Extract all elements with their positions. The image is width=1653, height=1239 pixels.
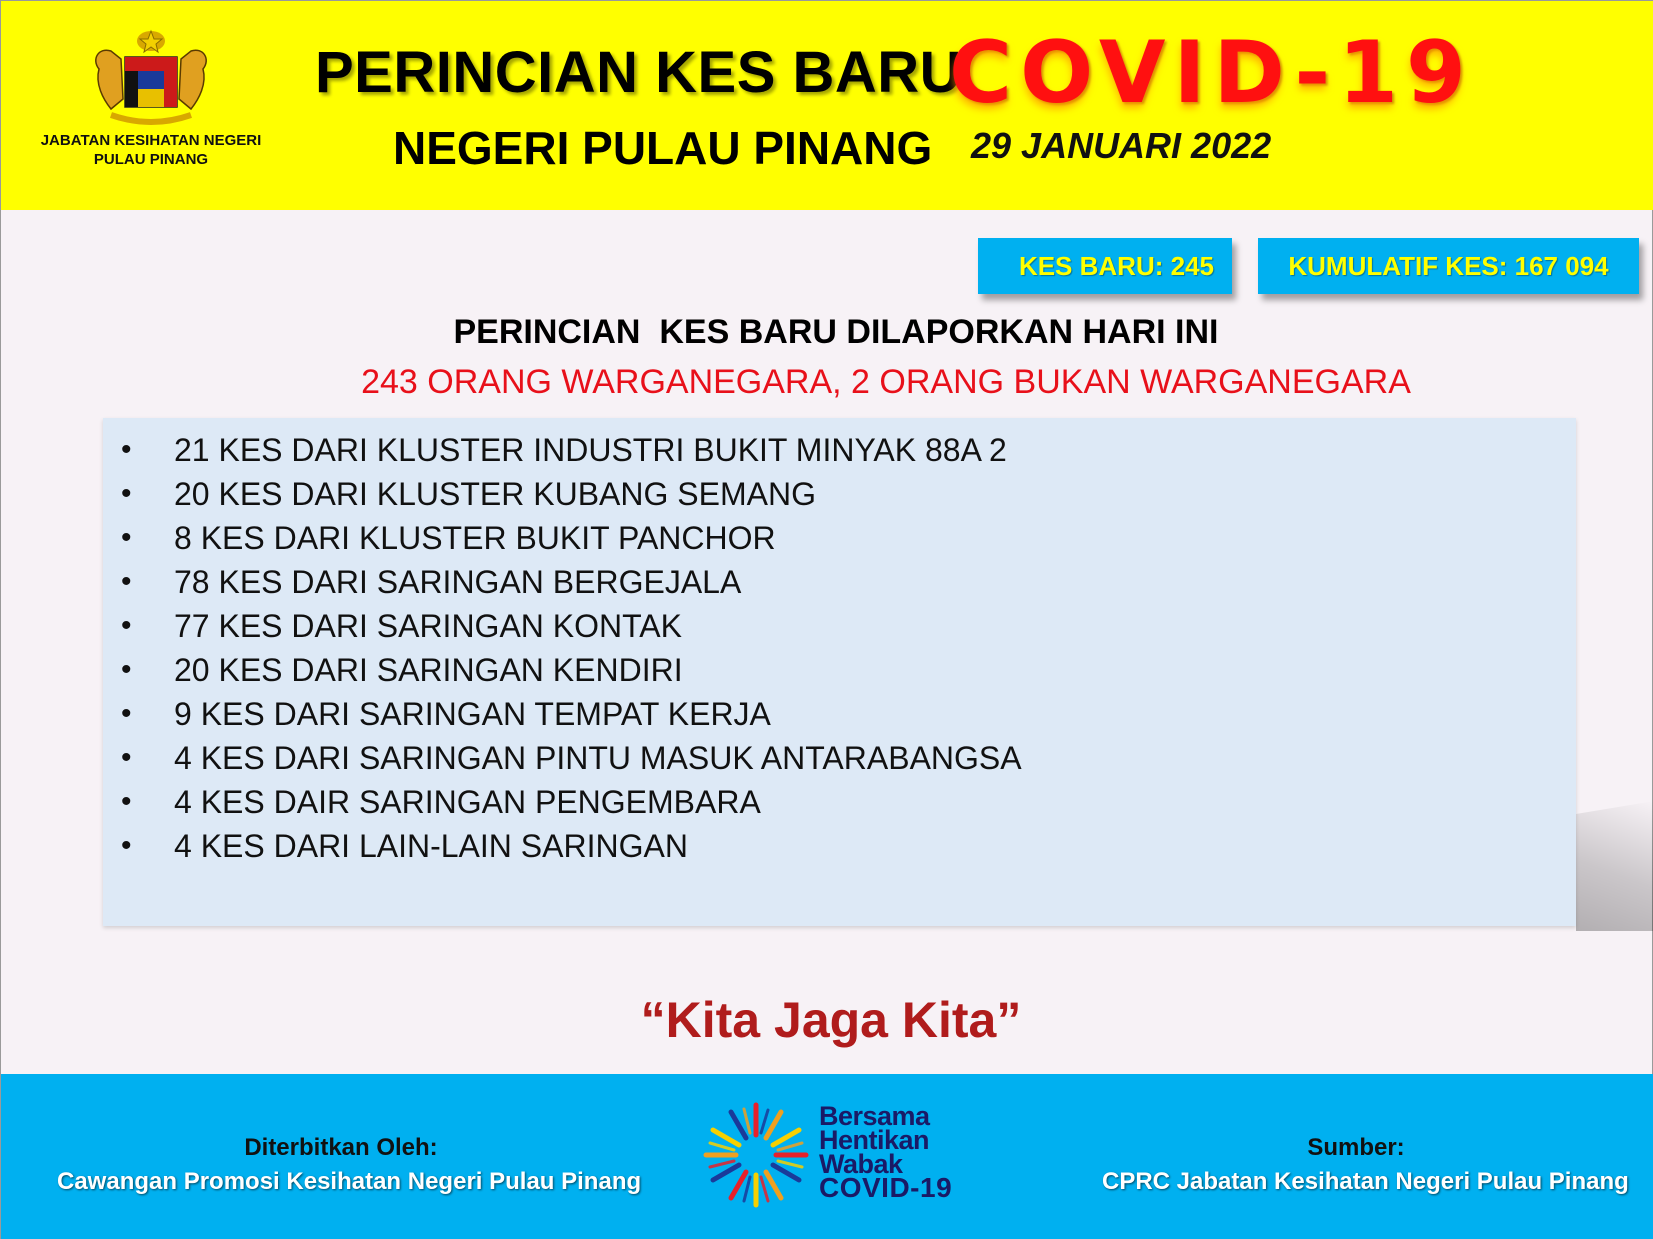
publisher-label: Diterbitkan Oleh: [244,1134,438,1161]
header-banner [1,1,1653,210]
list-item [121,428,1022,472]
bullet-icon: • [121,521,132,554]
bullet-icon: • [121,433,132,466]
department-name-line2: PULAU PINANG [93,151,209,168]
source-name: CPRC Jabatan Kesihatan Negeri Pulau Pinang [1102,1168,1629,1195]
department-name [21,131,281,169]
page-title: PERINCIAN KES BARU [315,40,963,105]
campaign-line2: Hentikan [819,1125,930,1155]
bullet-icon: • [121,785,132,818]
section-title: PERINCIAN KES BARU DILAPORKAN HARI INI [453,313,1219,351]
list-item [121,560,1022,604]
cumulative-cases-badge: KUMULATIF KES: 167 094 [1258,238,1639,294]
panel-shadow [1576,801,1653,931]
list-item [121,692,1022,736]
case-text: 20 KES DARI SARINGAN KENDIRI [174,651,683,688]
bullet-icon: • [121,741,132,774]
state-name: NEGERI PULAU PINANG [393,122,933,174]
list-item [121,736,1022,780]
bullet-icon: • [121,565,132,598]
campaign-logo-text [819,1101,953,1203]
campaign-line1: Bersama [819,1101,930,1131]
case-text: 9 KES DARI SARINGAN TEMPAT KERJA [174,695,771,732]
bullet-icon: • [121,609,132,642]
list-item [121,780,1022,824]
case-text: 21 KES DARI KLUSTER INDUSTRI BUKIT MINYAK 88A 2 [174,431,1007,468]
publisher-name: Cawangan Promosi Kesihatan Negeri Pulau Pinang [57,1168,642,1195]
list-item [121,824,1022,868]
campaign-line3: Wabak [819,1149,903,1179]
citizenship-breakdown: 243 ORANG WARGANEGARA, 2 ORANG BUKAN WARGANEGARA [361,363,1411,401]
list-item [121,516,1022,560]
footer [1,1074,1653,1239]
case-list [121,428,1022,868]
list-item [121,648,1022,692]
covid-title: COVID-19 [949,23,1474,123]
case-text: 20 KES DARI KLUSTER KUBANG SEMANG [174,475,816,512]
list-item [121,472,1022,516]
case-text: 8 KES DARI KLUSTER BUKIT PANCHOR [174,519,776,556]
slogan: “Kita Jaga Kita” [640,992,1022,1048]
case-text: 77 KES DARI SARINGAN KONTAK [174,607,682,644]
bullet-icon: • [121,653,132,686]
bullet-icon: • [121,829,132,862]
campaign-line4: COVID-19 [819,1172,953,1203]
new-cases-badge: KES BARU: 245 [978,238,1232,294]
department-name-line1: JABATAN KESIHATAN NEGERI [40,132,262,149]
case-text: 4 KES DAIR SARINGAN PENGEMBARA [174,783,761,820]
bullet-icon: • [121,697,132,730]
bullet-icon: • [121,477,132,510]
campaign-burst-icon [701,1100,811,1210]
case-text: 78 KES DARI SARINGAN BERGEJALA [174,563,742,600]
case-text: 4 KES DARI SARINGAN PINTU MASUK ANTARABANGSA [174,739,1022,776]
report-date: 29 JANUARI 2022 [971,125,1272,166]
list-item [121,604,1022,648]
case-text: 4 KES DARI LAIN-LAIN SARINGAN [174,827,688,864]
source-label: Sumber: [1307,1134,1405,1161]
case-breakdown-panel [103,418,1576,926]
coat-of-arms-logo [81,29,221,129]
